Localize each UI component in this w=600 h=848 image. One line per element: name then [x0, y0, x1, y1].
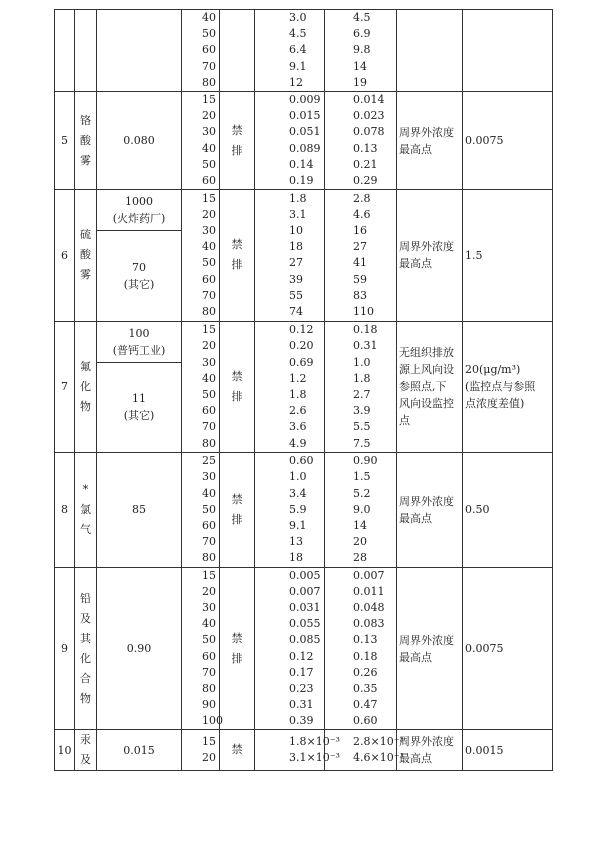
limit-line: 0.50 — [465, 503, 490, 517]
pollutant-name-char: 及 — [80, 753, 91, 767]
ban-cell-char: 排 — [231, 143, 243, 157]
limit-line: 20(μg/m³) — [465, 363, 521, 377]
rate2-cell-line: 74 — [289, 304, 303, 318]
table-row — [55, 453, 553, 567]
rate2-cell-line: 0.055 — [289, 617, 321, 631]
rate3-cell-line: 0.26 — [353, 665, 378, 679]
row-number: 9 — [55, 567, 75, 730]
pollutant-name — [75, 190, 97, 322]
ban-cell — [220, 91, 255, 189]
rate3-cell-line: 1.0 — [353, 355, 371, 369]
rate3-cell-line: 0.13 — [353, 141, 378, 155]
monitor-cell — [397, 321, 463, 453]
height-cell-line: 30 — [202, 223, 216, 237]
rate3-cell-line: 0.078 — [353, 125, 385, 139]
table-row — [55, 91, 553, 189]
height-cell-line: 25 — [202, 454, 216, 468]
row-number: 8 — [55, 453, 75, 567]
pollutant-name-char: 物 — [80, 399, 91, 413]
rate2-cell-line: 0.031 — [289, 600, 321, 614]
monitor-line: 周界外浓度 — [399, 125, 454, 139]
pollutant-name-char: * — [82, 482, 89, 496]
conc-bottom-line: 11 — [132, 392, 146, 406]
pollutant-name-char: 物 — [80, 691, 91, 705]
pollutant-name — [75, 567, 97, 730]
rate3-cell-line: 59 — [353, 272, 367, 286]
conc-bottom-line: (其它) — [123, 277, 155, 291]
row-number: 7 — [55, 321, 75, 453]
rate3-cell-line: 7.5 — [353, 436, 371, 450]
height-cell-line: 70 — [202, 288, 216, 302]
rate2-cell-line: 3.4 — [289, 486, 307, 500]
rate2-cell — [255, 10, 325, 92]
height-cell-line: 40 — [202, 11, 216, 24]
rate3-cell — [325, 321, 397, 453]
rate2-cell-line: 1.8 — [289, 191, 307, 205]
limit-line: 0.0015 — [465, 743, 504, 757]
table-row — [55, 730, 553, 771]
rate3-cell-line: 1.8 — [353, 371, 371, 385]
limit-line: 1.5 — [465, 248, 483, 262]
rate3-cell-line: 0.35 — [353, 681, 378, 695]
rate3-cell-line: 14 — [353, 59, 367, 73]
pollutant-name — [75, 730, 97, 771]
height-cell — [182, 190, 220, 322]
rate2-cell-line: 0.009 — [289, 92, 321, 106]
rate3-cell-line: 27 — [353, 240, 367, 254]
rate2-cell-line: 55 — [289, 288, 303, 302]
rate2-cell-line: 1.8×10⁻³ — [289, 735, 340, 749]
rate2-cell-line: 1.0 — [289, 470, 307, 484]
rate2-cell-line: 10 — [289, 223, 303, 237]
row-number: 10 — [55, 730, 75, 771]
limit-line: 0.0075 — [465, 642, 504, 655]
monitor-line: 周界外浓度 — [399, 494, 454, 508]
limit-cell — [463, 10, 553, 92]
rate3-cell-line: 0.048 — [353, 600, 385, 614]
ban-cell — [220, 567, 255, 730]
rate2-cell-line: 18 — [289, 240, 303, 254]
ban-cell-char: 禁 — [231, 238, 243, 252]
rate3-cell-line: 0.21 — [353, 157, 378, 171]
pollutant-name — [75, 321, 97, 453]
pollutant-name-char: 化 — [80, 379, 91, 393]
rate2-cell — [255, 730, 340, 771]
height-cell-line: 50 — [202, 387, 216, 401]
row-number: 6 — [55, 190, 75, 322]
height-cell-line: 50 — [202, 27, 216, 41]
pollutant-name-char: 及 — [80, 611, 91, 625]
rate3-cell-line: 0.60 — [353, 714, 378, 728]
ban-cell-char: 禁 — [231, 492, 243, 506]
height-cell-line: 40 — [202, 617, 216, 631]
height-cell-line: 60 — [202, 43, 216, 57]
monitor-cell — [397, 730, 463, 771]
height-cell-line: 40 — [202, 240, 216, 254]
rate3-cell-line: 5.2 — [353, 486, 371, 500]
limit-cell — [463, 453, 553, 567]
rate3-cell-line: 0.007 — [353, 568, 385, 582]
rate2-cell-line: 0.60 — [289, 454, 314, 468]
height-cell-line: 20 — [202, 751, 216, 765]
limit-cell — [463, 567, 553, 730]
row-number: 5 — [55, 91, 75, 189]
pollutant-name-char: 合 — [80, 671, 91, 685]
height-cell-line: 60 — [202, 649, 216, 663]
height-cell — [182, 321, 220, 453]
height-cell-line: 60 — [202, 404, 216, 418]
height-cell-line: 80 — [202, 551, 216, 565]
rate2-cell-line: 4.9 — [289, 436, 307, 450]
limit-line: 0.0075 — [465, 134, 504, 147]
limit-cell — [463, 730, 553, 771]
height-cell — [182, 453, 220, 567]
height-cell-line: 20 — [202, 207, 216, 221]
rate3-cell-line: 0.18 — [353, 323, 378, 337]
rate3-cell-line: 5.5 — [353, 420, 371, 434]
height-cell-line: 15 — [202, 735, 216, 749]
ban-cell — [220, 190, 255, 322]
pollutant-name-char: 硫 — [80, 228, 91, 242]
pollutant-name-char: 雾 — [80, 153, 91, 167]
rate3-cell-line: 16 — [353, 223, 367, 237]
rate2-cell-line: 0.20 — [289, 339, 314, 353]
conc-cell-split — [97, 321, 182, 453]
conc-top-line: (火炸药厂) — [112, 212, 166, 226]
limit-line: (监控点与参照 — [465, 380, 536, 394]
rate3-cell-line: 0.47 — [353, 698, 378, 712]
height-cell-line: 40 — [202, 486, 216, 500]
rate3-cell-line: 0.18 — [353, 649, 378, 663]
rate3-cell-line: 9.0 — [353, 502, 371, 516]
rate3-cell-line: 41 — [353, 256, 367, 270]
rate3-cell-line: 4.5 — [353, 11, 371, 24]
conc-top — [97, 322, 181, 363]
rate2-cell-line: 0.007 — [289, 584, 321, 598]
ban-cell-char: 禁 — [231, 743, 243, 757]
conc-bottom-line: (其它) — [123, 409, 155, 423]
table-row — [55, 321, 553, 453]
monitor-line: 最高点 — [399, 752, 432, 766]
conc-top-line: 100 — [128, 326, 150, 340]
height-cell-line: 15 — [202, 568, 216, 582]
ban-cell-char: 排 — [231, 651, 243, 665]
height-cell-line: 100 — [202, 714, 223, 728]
height-cell-line: 50 — [202, 502, 216, 516]
rate3-cell — [325, 453, 397, 567]
rate2-cell-line: 3.6 — [289, 420, 307, 434]
height-cell-line: 15 — [202, 92, 216, 106]
emission-limits-table — [54, 9, 553, 771]
height-cell-line: 80 — [202, 681, 216, 695]
rate3-cell-line: 2.8 — [353, 191, 371, 205]
rate2-cell-line: 0.69 — [289, 355, 314, 369]
monitor-line: 源上风向设 — [399, 363, 454, 377]
height-cell-line: 60 — [202, 519, 216, 532]
height-cell-line: 15 — [202, 323, 216, 337]
conc-cell: 0.90 — [97, 567, 182, 730]
rate3-cell-line: 0.29 — [353, 173, 378, 187]
rate2-cell-line: 9.1 — [289, 59, 307, 73]
rate2-cell-line: 0.17 — [289, 665, 314, 679]
height-cell-line: 15 — [202, 191, 216, 205]
height-cell-line: 30 — [202, 125, 216, 139]
limit-cell — [463, 190, 553, 322]
rate3-cell — [325, 10, 397, 92]
rate3-cell-line: 0.083 — [353, 617, 385, 631]
rate2-cell-line: 3.1×10⁻³ — [289, 751, 340, 765]
no-cell — [55, 10, 75, 92]
monitor-line: 风向设监控 — [399, 397, 454, 411]
height-cell-line: 40 — [202, 141, 216, 155]
limit-cell — [463, 91, 553, 189]
rate2-cell-line: 2.6 — [289, 404, 307, 418]
rate2-cell-line: 0.051 — [289, 125, 321, 139]
rate2-cell-line: 27 — [289, 256, 303, 270]
conc-cell — [97, 10, 182, 92]
rate3-cell-line: 0.011 — [353, 584, 385, 598]
name-cell — [75, 10, 97, 92]
pollutant-name-char: 酸 — [80, 248, 91, 262]
conc-cell: 0.080 — [97, 91, 182, 189]
monitor-line: 最高点 — [399, 650, 432, 664]
rate2-cell-line: 0.015 — [289, 109, 321, 123]
rate2-cell-line: 0.31 — [289, 698, 314, 712]
monitor-line: 周界外浓度 — [399, 240, 454, 254]
rate2-cell-line: 18 — [289, 551, 303, 565]
height-cell-line: 50 — [202, 256, 216, 270]
monitor-line: 最高点 — [399, 257, 432, 271]
pollutant-name-char: 氯 — [80, 502, 91, 516]
height-cell — [182, 567, 223, 730]
limit-line: 点浓度差值) — [465, 397, 525, 411]
conc-cell: 0.015 — [97, 730, 182, 771]
monitor-line: 周界外浓度 — [399, 735, 454, 749]
ban-cell-char: 排 — [231, 389, 243, 403]
rate3-cell-line: 0.90 — [353, 454, 378, 468]
rate2-cell-line: 0.089 — [289, 141, 321, 155]
height-cell-line: 50 — [202, 157, 216, 171]
rate2-cell-line: 3.0 — [289, 11, 307, 24]
rate3-cell-line: 4.6×10⁻³ — [353, 751, 404, 765]
ban-cell-char: 排 — [231, 512, 243, 526]
monitor-cell — [397, 567, 463, 730]
ban-cell — [220, 730, 255, 771]
monitor-line: 无组织排放 — [399, 346, 454, 360]
pollutant-name-char: 其 — [80, 631, 91, 645]
height-cell-line: 90 — [202, 698, 216, 712]
ban-cell — [220, 453, 255, 567]
height-cell-line: 20 — [202, 339, 216, 353]
height-cell-line: 70 — [202, 59, 216, 73]
rate3-cell-line: 0.023 — [353, 109, 385, 123]
ban-cell-char: 禁 — [231, 631, 243, 645]
rate2-cell-line: 0.12 — [289, 649, 314, 663]
rate2-cell-line: 0.39 — [289, 714, 314, 728]
table-row — [55, 567, 553, 730]
height-cell-line: 70 — [202, 535, 216, 549]
rate2-cell-line: 0.14 — [289, 157, 314, 171]
height-cell-line: 70 — [202, 665, 216, 679]
rate2-cell-line: 0.23 — [289, 681, 314, 695]
rate3-cell-line: 14 — [353, 519, 367, 532]
rate3-cell-line: 3.9 — [353, 404, 371, 418]
rate3-cell-line: 83 — [353, 288, 367, 302]
rate2-cell-line: 5.9 — [289, 502, 307, 516]
rate2-cell-line: 1.2 — [289, 371, 307, 385]
height-cell-line: 60 — [202, 272, 216, 286]
ban-cell-char: 禁 — [231, 123, 243, 137]
pollutant-name-char: 铅 — [80, 591, 91, 605]
monitor-cell — [397, 190, 463, 322]
rate3-cell-line: 0.014 — [353, 92, 385, 106]
height-cell-line: 60 — [202, 173, 216, 187]
limit-cell — [463, 321, 553, 453]
ban-cell-char: 禁 — [231, 369, 243, 383]
conc-top-line: (普钙工业) — [112, 343, 166, 357]
rate2-cell-line: 0.005 — [289, 568, 321, 582]
height-cell-line: 40 — [202, 371, 216, 385]
rate3-cell-line: 6.9 — [353, 27, 371, 41]
conc-bottom — [97, 231, 181, 321]
ban-cell — [220, 321, 255, 453]
pollutant-name-char: 雾 — [80, 268, 91, 282]
rate2-cell — [255, 453, 325, 567]
rate3-cell-line: 0.13 — [353, 633, 378, 647]
pollutant-name-char: 汞 — [80, 733, 91, 747]
rate2-cell — [255, 321, 325, 453]
pollutant-name — [75, 91, 97, 189]
rate3-cell-line: 2.8×10⁻³ — [353, 735, 404, 749]
table-body — [55, 10, 553, 771]
conc-bottom-line: 70 — [132, 260, 146, 274]
rate3-cell — [325, 567, 397, 730]
ban-cell — [220, 10, 255, 92]
monitor-cell — [397, 10, 463, 92]
conc-bottom — [97, 363, 181, 453]
table-row — [55, 190, 553, 322]
table-row-continuation — [55, 10, 553, 92]
rate2-cell — [255, 91, 325, 189]
height-cell — [182, 730, 220, 771]
monitor-line: 周界外浓度 — [399, 633, 454, 647]
height-cell — [182, 91, 220, 189]
monitor-cell — [397, 453, 463, 567]
rate3-cell-line: 4.6 — [353, 207, 371, 221]
rate2-cell — [255, 567, 325, 730]
height-cell-line: 80 — [202, 75, 216, 89]
rate3-cell-line: 1.5 — [353, 470, 371, 484]
height-cell-line: 20 — [202, 584, 216, 598]
pollutant-name — [75, 453, 97, 567]
rate2-cell-line: 0.12 — [289, 323, 314, 337]
height-cell-line: 70 — [202, 420, 216, 434]
pollutant-name-char: 气 — [80, 522, 91, 536]
conc-top — [97, 190, 181, 231]
conc-top-line: 1000 — [125, 195, 153, 209]
rate3-cell — [325, 190, 397, 322]
pollutant-name-char: 铬 — [80, 113, 91, 127]
ban-cell-char: 排 — [231, 258, 243, 272]
height-cell-line: 50 — [202, 633, 216, 647]
rate2-cell-line: 39 — [289, 272, 303, 286]
rate3-cell-line: 19 — [353, 75, 367, 89]
rate3-cell-line: 110 — [353, 304, 374, 318]
rate2-cell-line: 6.4 — [289, 43, 307, 57]
monitor-line: 点 — [399, 414, 410, 428]
pollutant-name-char: 氟 — [80, 359, 91, 373]
rate2-cell-line: 1.8 — [289, 387, 307, 401]
height-cell-line: 30 — [202, 600, 216, 614]
height-cell-line: 20 — [202, 109, 216, 123]
rate2-cell-line: 4.5 — [289, 27, 307, 41]
conc-cell: 85 — [97, 453, 182, 567]
monitor-line: 参照点,下 — [399, 380, 447, 394]
height-cell-line: 80 — [202, 436, 216, 450]
height-cell-line: 30 — [202, 355, 216, 369]
rate3-cell-line: 0.31 — [353, 339, 378, 353]
rate3-cell-line: 9.8 — [353, 43, 371, 57]
rate2-cell — [255, 190, 325, 322]
rate2-cell-line: 3.1 — [289, 207, 307, 221]
rate2-cell-line: 9.1 — [289, 519, 307, 532]
height-cell — [182, 10, 220, 92]
rate3-cell-line: 28 — [353, 551, 367, 565]
pollutant-name-char: 化 — [80, 651, 91, 665]
rate2-cell-line: 13 — [289, 535, 303, 549]
rate3-cell-line: 20 — [353, 535, 367, 549]
rate2-cell-line: 0.19 — [289, 173, 314, 187]
pollutant-name-char: 酸 — [80, 133, 91, 147]
rate2-cell-line: 0.085 — [289, 633, 321, 647]
rate2-cell-line: 12 — [289, 75, 303, 89]
monitor-line: 最高点 — [399, 511, 432, 525]
rate3-cell — [325, 91, 397, 189]
height-cell-line: 30 — [202, 470, 216, 484]
monitor-line: 最高点 — [399, 142, 432, 156]
monitor-cell — [397, 91, 463, 189]
conc-cell-split — [97, 190, 182, 322]
rate3-cell-line: 2.7 — [353, 387, 371, 401]
height-cell-line: 80 — [202, 304, 216, 318]
